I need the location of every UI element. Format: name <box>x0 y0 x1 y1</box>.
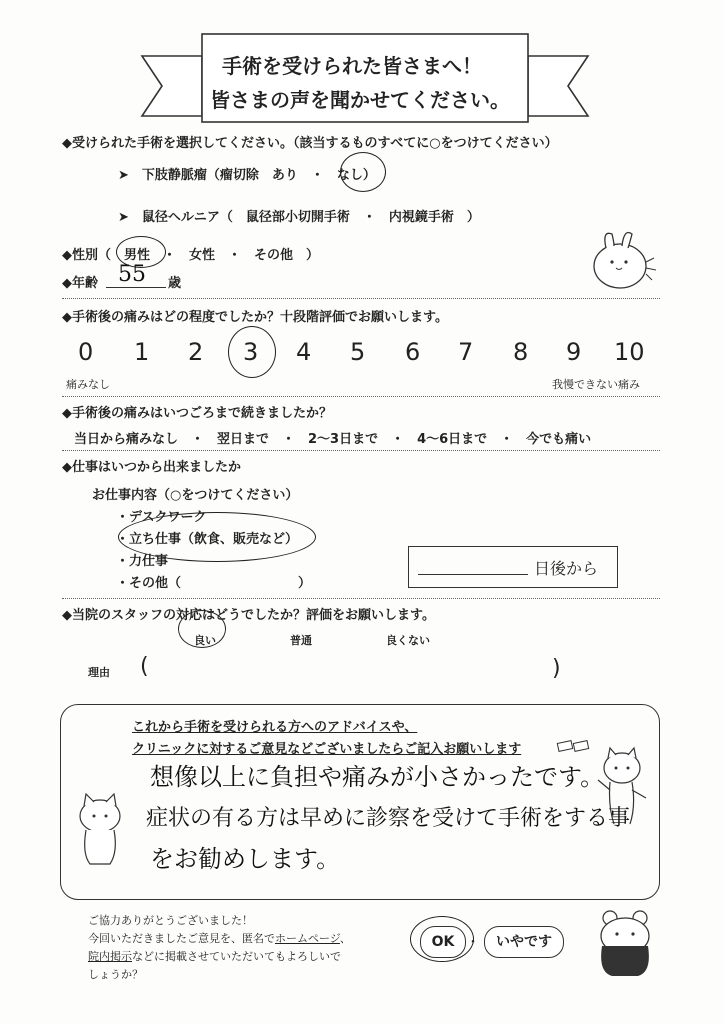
work-item-other[interactable]: ・その他（ ） <box>116 576 312 591</box>
duration-options[interactable]: 当日から痛みなし ・ 翌日まで ・ 2～3日まで ・ 4～6日まで ・ 今でも痛い <box>74 432 592 447</box>
staff-reason-close: ) <box>552 656 561 681</box>
advice-prompt-2: クリニックに対するご意見などございましたらご記入お願いします <box>132 742 522 757</box>
advice-prompt-1: これから手術を受けられる方へのアドバイスや、 <box>132 720 418 735</box>
decline-button[interactable]: いやです <box>484 926 564 958</box>
age-unit: 歳 <box>168 276 182 291</box>
pain-scale-6[interactable]: 6 <box>405 338 421 366</box>
work-item-labor[interactable]: ・力仕事 <box>116 554 169 569</box>
bear-mascot-icon <box>592 906 658 978</box>
pain-scale-9[interactable]: 9 <box>566 338 582 366</box>
pain-scale-8[interactable]: 8 <box>513 338 529 366</box>
work-days-blank[interactable] <box>418 574 528 575</box>
surgery-option-varicose[interactable]: ➤ 下肢静脈瘤（瘤切除 あり ・ なし） <box>118 168 376 183</box>
footer-line-2 <box>88 930 351 946</box>
age-label: ◆年齢 <box>62 276 98 291</box>
advice-handwritten-1: 想像以上に負担や痛みが小さかったです。 <box>150 763 605 791</box>
pain-scale-4[interactable]: 4 <box>296 338 312 366</box>
pain-low-label: 痛みなし <box>66 378 110 391</box>
work-content-label: お仕事内容（○をつけてください） <box>92 488 299 503</box>
surgery-option-hernia[interactable]: ➤ 鼠径ヘルニア（ 鼠径部小切開手術 ・ 内視鏡手術 ） <box>118 210 480 225</box>
staff-reason-open: ( <box>140 654 149 679</box>
selected-good-circle <box>178 610 226 648</box>
header-title-1: 手術を受けられた皆さまへ！ <box>222 54 482 78</box>
header-title-2: 皆さまの声を聞かせてください。 <box>210 88 510 112</box>
work-item-desk[interactable]: ・デスクワーク <box>116 510 207 525</box>
pain-scale-3[interactable]: 3 <box>243 338 259 366</box>
divider-3 <box>62 450 660 451</box>
work-question: ◆仕事はいつから出来ましたか <box>62 460 241 475</box>
staff-option-normal[interactable]: 普通 <box>290 634 312 647</box>
divider-4 <box>62 598 660 599</box>
footer-thanks: ご協力ありがとうございました！ <box>88 914 253 927</box>
staff-question: ◆当院のスタッフの対応はどうでしたか？評価をお願いします。 <box>62 608 435 623</box>
footer-separator: ・ <box>466 935 480 951</box>
staff-option-good[interactable]: 良い <box>194 634 216 647</box>
cat-mascot-dancing-icon <box>592 746 652 834</box>
footer-line-3 <box>88 948 341 964</box>
rabbit-mascot-icon <box>582 226 662 292</box>
selected-ok-circle <box>410 916 474 962</box>
age-value[interactable]: 55 <box>118 262 146 287</box>
gender-options[interactable]: 男性 ・ 女性 ・ その他 ） <box>124 248 320 263</box>
in-clinic-link[interactable]: 院内掲示 <box>88 950 132 963</box>
divider-2 <box>62 396 660 397</box>
gender-label: ◆性別（ <box>62 248 111 263</box>
divider-1 <box>62 298 660 299</box>
advice-handwritten-2: 症状の有る方は早めに診察を受けて手術をする事 <box>146 806 631 831</box>
footer-line-2b: 、 <box>339 932 351 945</box>
pain-scale-10[interactable]: 10 <box>614 338 645 366</box>
surgery-question: ◆受けられた手術を選択してください。（該当するものすべてに○をつけてください） <box>62 136 558 151</box>
footer-line-2a: 今回いただきましたご意見を、匿名で <box>88 932 275 945</box>
footer-line-4: しょうか？ <box>88 968 143 981</box>
pain-scale-5[interactable]: 5 <box>350 338 366 366</box>
pain-scale <box>0 338 724 372</box>
pain-scale-7[interactable]: 7 <box>458 338 474 366</box>
selected-nashi-circle <box>340 152 386 192</box>
staff-reason-label: 理由 <box>88 666 110 679</box>
duration-question: ◆手術後の痛みはいつごろまで続きましたか？ <box>62 406 332 421</box>
pain-scale-1[interactable]: 1 <box>134 338 150 366</box>
ok-button[interactable]: OK <box>420 926 466 958</box>
footer-line-3-text: などに掲載させていただいてもよろしいで <box>132 950 341 963</box>
pencil-icon <box>556 738 590 754</box>
pain-scale-0[interactable]: 0 <box>78 338 94 366</box>
staff-option-bad[interactable]: 良くない <box>386 634 430 647</box>
pain-high-label: 我慢できない痛み <box>552 378 640 391</box>
work-item-standing[interactable]: ・立ち仕事（飲食、販売など） <box>116 532 299 547</box>
selected-pain-circle <box>228 326 276 378</box>
age-line <box>106 287 166 288</box>
homepage-link[interactable]: ホームページ <box>275 932 340 945</box>
advice-handwritten-3: をお勧めします。 <box>150 845 341 873</box>
pain-question: ◆手術後の痛みはどの程度でしたか？十段階評価でお願いします。 <box>62 310 448 325</box>
work-days-suffix: 日後から <box>534 559 599 578</box>
cat-mascot-icon <box>70 790 130 870</box>
pain-scale-2[interactable]: 2 <box>188 338 204 366</box>
